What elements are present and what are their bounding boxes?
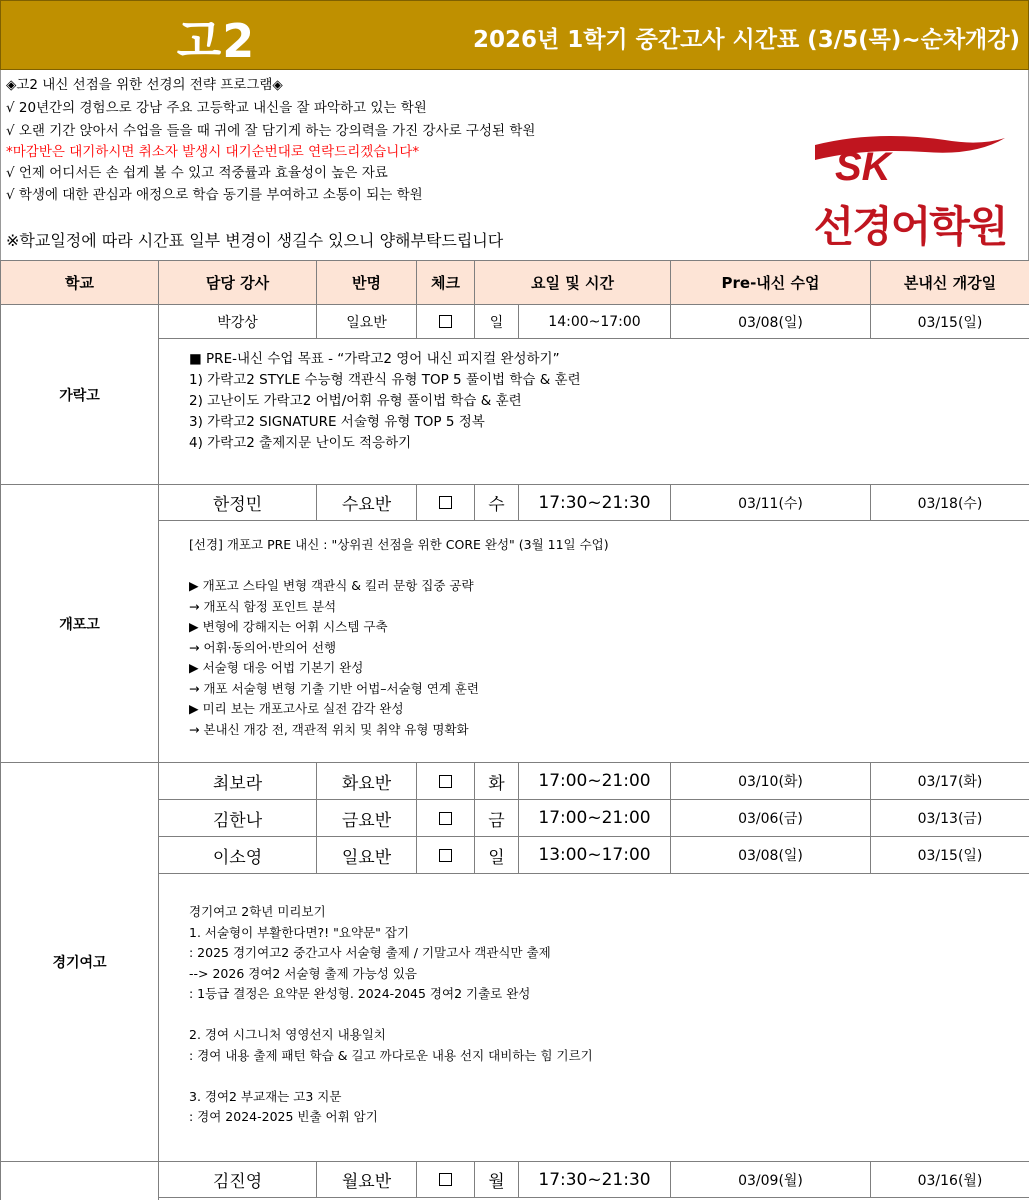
check-cell[interactable]	[417, 837, 475, 874]
class-time: 17:00~21:00	[519, 800, 671, 837]
class-name: 월요반	[317, 1162, 417, 1198]
intro-line: √ 언제 어디서든 손 쉽게 볼 수 있고 적중률과 효율성이 높은 자료	[6, 165, 388, 181]
table-header-row	[1, 261, 1029, 305]
desc-line: : 1등급 결정은 요약문 완성형. 2024-2045 경여2 기출로 완성	[189, 986, 531, 1001]
desc-line: --> 2026 경여2 서술형 출제 가능성 있음	[189, 965, 417, 981]
class-time: 17:30~21:30	[519, 1162, 671, 1198]
desc-line: 3) 가락고2 SIGNATURE 서술형 유형 TOP 5 정복	[189, 414, 485, 430]
col-header-start: 본내신 개강일	[871, 261, 1029, 305]
start-date: 03/13(금)	[871, 800, 1029, 837]
desc-line: ▶ 개포고 스타일 변형 객관식 & 킬러 문항 집중 공략	[189, 578, 474, 593]
schedule-title: 2026년 1학기 중간고사 시간표 (3/5(목)~순차개강)	[472, 27, 1020, 53]
desc-line: → 개포 서술형 변형 기출 기반 어법–서술형 연계 훈련	[189, 680, 480, 696]
class-name: 일요반	[317, 305, 417, 339]
desc-line: ▶ 변형에 강해지는 어휘 시스템 구축	[189, 619, 388, 634]
check-cell[interactable]	[417, 800, 475, 837]
desc-line: 2. 경여 시그니처 영영선지 내용일치	[189, 1027, 386, 1042]
checkbox[interactable]	[439, 812, 452, 825]
course-description	[159, 521, 1029, 763]
desc-line: 경기여고 2학년 미리보기	[189, 904, 326, 919]
table-row	[1, 485, 1029, 521]
check-cell[interactable]	[417, 1162, 475, 1198]
desc-line: 1) 가락고2 STYLE 수능형 객관식 유형 TOP 5 풀이법 학습 & 훈련	[189, 372, 581, 388]
logo-mark-text: SK	[835, 145, 891, 189]
checkbox[interactable]	[439, 849, 452, 862]
pre-date: 03/09(월)	[671, 1162, 871, 1198]
check-cell[interactable]	[417, 763, 475, 800]
start-date: 03/15(일)	[871, 305, 1029, 339]
checkbox[interactable]	[439, 496, 452, 509]
class-day: 화	[475, 763, 519, 800]
pre-date: 03/06(금)	[671, 800, 871, 837]
school-name: 경기여고	[1, 763, 159, 1162]
desc-line: → 어휘·동의어·반의어 선행	[189, 639, 337, 655]
class-day: 금	[475, 800, 519, 837]
school-name: 가락고	[1, 305, 159, 485]
col-header-school: 학교	[1, 261, 159, 305]
checkbox[interactable]	[439, 315, 452, 328]
class-day: 수	[475, 485, 519, 521]
academy-name: 선경어학원	[813, 202, 1007, 251]
col-header-class: 반명	[317, 261, 417, 305]
teacher-name: 이소영	[159, 837, 317, 874]
desc-line: ■ PRE-내신 수업 목표 - “가락고2 영어 내신 피지컬 완성하기”	[189, 351, 560, 367]
class-name: 일요반	[317, 837, 417, 874]
desc-line: → 개포식 함정 포인트 분석	[189, 598, 337, 614]
desc-line: 3. 경여2 부교재는 고3 지문	[189, 1088, 342, 1104]
class-time: 14:00~17:00	[519, 305, 671, 339]
school-name	[1, 1162, 159, 1200]
start-date: 03/18(수)	[871, 485, 1029, 521]
class-day: 월	[475, 1162, 519, 1198]
class-day: 일	[475, 305, 519, 339]
class-time: 17:30~21:30	[519, 485, 671, 521]
col-header-pre: Pre-내신 수업	[671, 261, 871, 305]
course-description	[159, 874, 1029, 1162]
intro-line: √ 20년간의 경험으로 강남 주요 고등학교 내신을 잘 파악하고 있는 학원	[6, 100, 427, 116]
grade-title: 고2	[176, 14, 256, 68]
course-description	[159, 339, 1029, 485]
header-bar	[0, 0, 1029, 70]
col-header-teacher: 담당 강사	[159, 261, 317, 305]
desc-line: ▶ 서술형 대응 어법 기본기 완성	[189, 660, 364, 675]
teacher-name: 한정민	[159, 485, 317, 521]
class-name: 금요반	[317, 800, 417, 837]
teacher-name: 김진영	[159, 1162, 317, 1198]
teacher-name: 박강상	[159, 305, 317, 339]
schedule-change-notice: ※학교일정에 따라 시간표 일부 변경이 생길수 있으니 양해부탁드립니다	[6, 231, 504, 250]
col-header-check: 체크	[417, 261, 475, 305]
table-row	[1, 305, 1029, 339]
class-time: 13:00~17:00	[519, 837, 671, 874]
desc-line: → 본내신 개강 전, 객관적 위치 및 취약 유형 명확화	[189, 721, 469, 737]
check-cell[interactable]	[417, 305, 475, 339]
desc-blank	[189, 556, 1029, 577]
desc-line: : 2025 경기여고2 중간고사 서술형 출제 / 기말고사 객관식만 출제	[189, 945, 551, 960]
teacher-name: 김한나	[159, 800, 317, 837]
intro-line: √ 오랜 기간 앉아서 수업을 들을 때 귀에 잘 담기게 하는 강의력을 가진 강사로 구성된 학원	[6, 123, 536, 139]
start-date: 03/15(일)	[871, 837, 1029, 874]
desc-line: [선경] 개포고 PRE 내신 : "상위권 선점을 위한 CORE 완성" (3월 11일 수업)	[189, 537, 609, 552]
teacher-name: 최보라	[159, 763, 317, 800]
school-name: 개포고	[1, 485, 159, 763]
start-date: 03/17(화)	[871, 763, 1029, 800]
pre-date: 03/11(수)	[671, 485, 871, 521]
class-day: 일	[475, 837, 519, 874]
desc-line: : 경여 2024-2025 빈출 어휘 암기	[189, 1109, 378, 1124]
table-row	[1, 1162, 1029, 1198]
pre-date: 03/10(화)	[671, 763, 871, 800]
checkbox[interactable]	[439, 1173, 452, 1186]
pre-date: 03/08(일)	[671, 305, 871, 339]
class-time: 17:00~21:00	[519, 763, 671, 800]
desc-line: 2) 고난이도 가락고2 어법/어휘 유형 풀이법 학습 & 훈련	[189, 393, 522, 409]
checkbox[interactable]	[439, 775, 452, 788]
sk-logo-mark	[805, 90, 1015, 190]
desc-blank	[189, 1066, 1029, 1087]
desc-blank	[189, 1005, 1029, 1026]
desc-line: : 경여 내용 출제 패턴 학습 & 길고 까다로운 내용 선지 대비하는 힘 기르기	[189, 1047, 593, 1063]
intro-line: ◈고2 내신 선점을 위한 선경의 전략 프로그램◈	[6, 77, 283, 93]
col-header-day-time: 요일 및 시간	[475, 261, 671, 305]
start-date: 03/16(월)	[871, 1162, 1029, 1198]
pre-date: 03/08(일)	[671, 837, 871, 874]
class-name: 수요반	[317, 485, 417, 521]
academy-logo	[805, 90, 1015, 251]
deadline-notice: *마감반은 대기하시면 취소자 발생시 대기순번대로 연락드리겠습니다*	[6, 144, 420, 160]
class-name: 화요반	[317, 763, 417, 800]
schedule-table	[0, 260, 1029, 1200]
desc-line: 1. 서술형이 부활한다면?! "요약문" 잡기	[189, 924, 410, 940]
table-row	[1, 763, 1029, 800]
desc-line: 4) 가락고2 출제지문 난이도 적응하기	[189, 435, 412, 451]
desc-line: ▶ 미리 보는 개포고사로 실전 감각 완성	[189, 701, 404, 716]
intro-line: √ 학생에 대한 관심과 애정으로 학습 동기를 부여하고 소통이 되는 학원	[6, 187, 423, 203]
check-cell[interactable]	[417, 485, 475, 521]
